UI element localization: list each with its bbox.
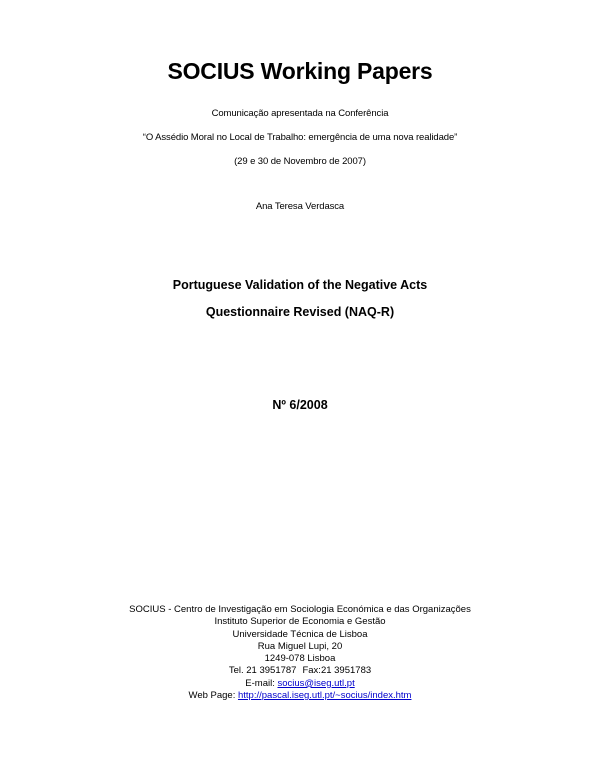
conference-label: Comunicação apresentada na Conferência (211, 108, 389, 119)
conference-title: “O Assédio Moral no Local de Trabalho: emergência de uma nova realidade” (142, 132, 458, 143)
paper-number: Nº 6/2008 (272, 398, 328, 412)
footer-institute: Instituto Superior de Economia e Gestão (214, 616, 386, 628)
footer-university: Universidade Técnica de Lisboa (232, 628, 368, 640)
footer-fax: Fax:21 3951783 (302, 665, 372, 677)
contact-footer (0, 604, 600, 702)
footer-tel: Tel. 21 3951787 (228, 665, 297, 677)
email-label: E-mail: (245, 677, 275, 689)
footer-center-name: SOCIUS - Centro de Investigação em Sociologia Económica e das Organizações (129, 604, 471, 615)
email-link[interactable]: socius@iseg.utl.pt (277, 677, 355, 689)
paper-title-line-1: Portuguese Validation of the Negative Acts (172, 278, 428, 292)
conference-date: (29 e 30 de Novembro de 2007) (234, 156, 366, 167)
paper-title-line-2: Questionnaire Revised (NAQ-R) (205, 305, 395, 319)
series-title: SOCIUS Working Papers (167, 58, 433, 84)
footer-email-row (0, 678, 600, 690)
footer-web-row (0, 690, 600, 702)
author-name: Ana Teresa Verdasca (255, 201, 345, 212)
web-page-link[interactable]: http://pascal.iseg.utl.pt/~socius/index.htm (238, 690, 412, 702)
footer-street: Rua Miguel Lupi, 20 (257, 640, 343, 652)
footer-phone-fax (0, 665, 600, 677)
footer-postal: 1249-078 Lisboa (264, 653, 336, 665)
web-page-label: Web Page: (188, 690, 236, 702)
